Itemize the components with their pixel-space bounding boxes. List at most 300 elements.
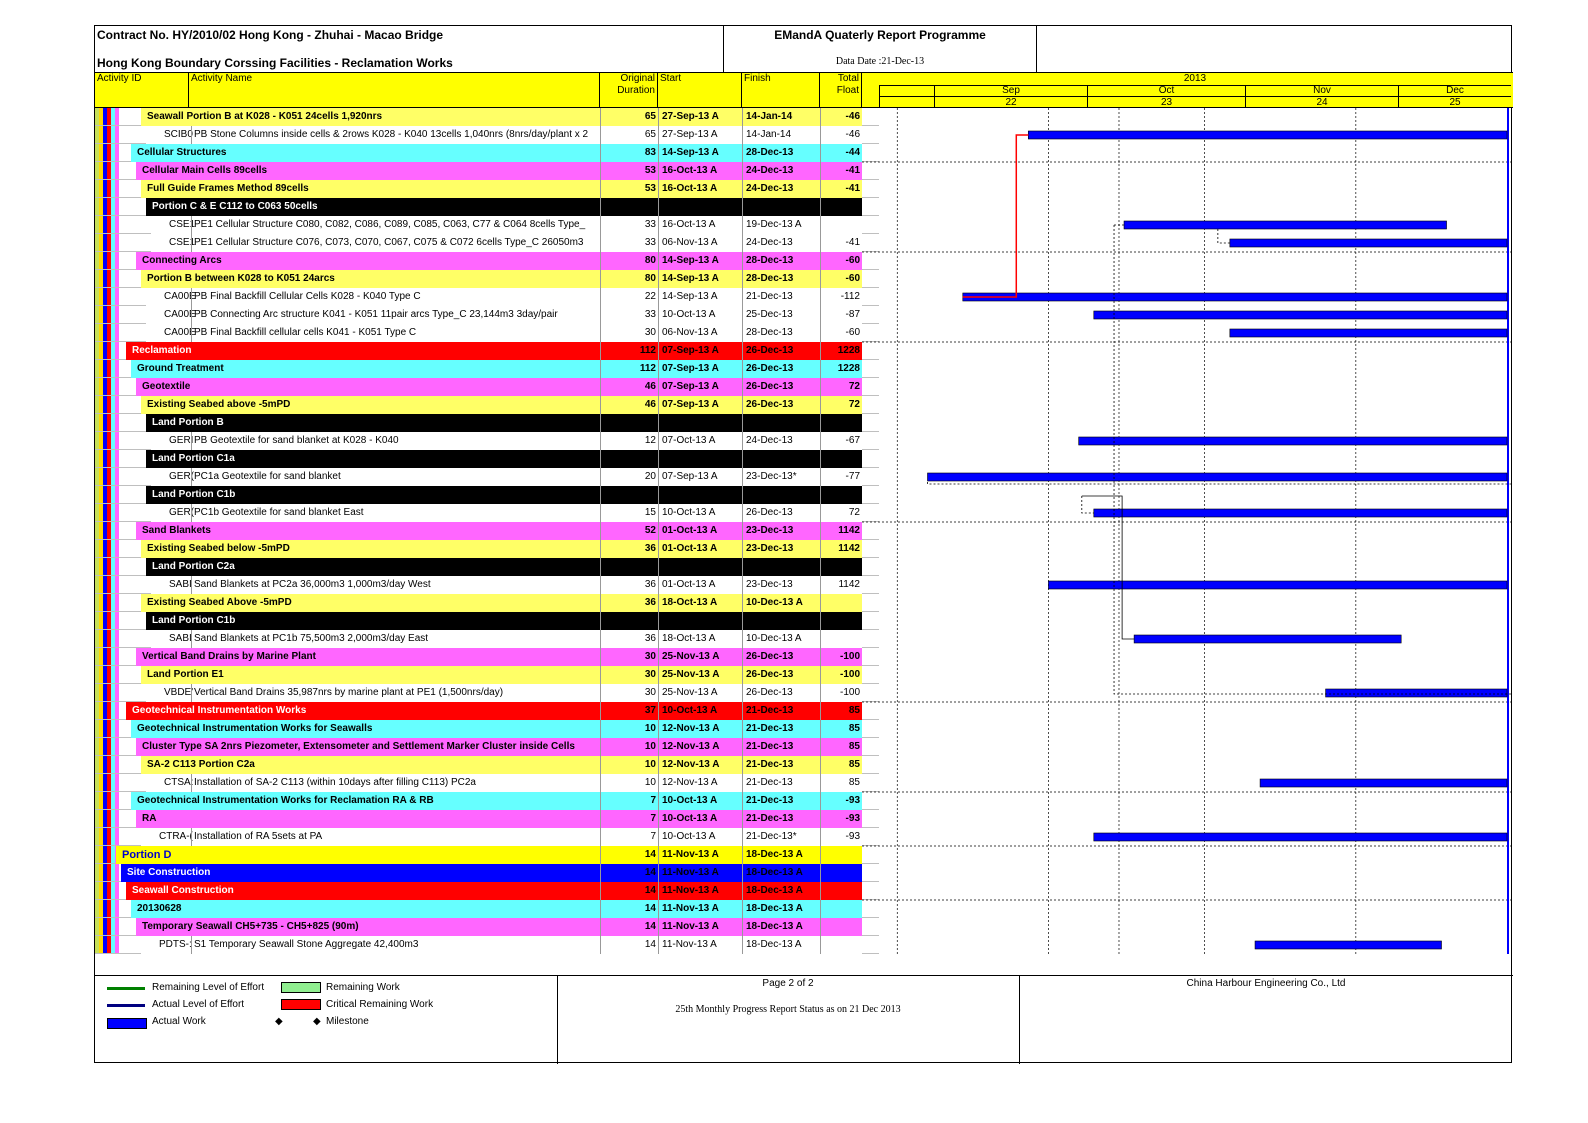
finish-cell: 24-Dec-13 xyxy=(742,234,820,252)
finish-cell: 14-Jan-14 xyxy=(742,126,820,144)
finish-cell: 23-Dec-13 xyxy=(742,540,820,558)
float-cell xyxy=(820,630,862,648)
activity-id: GER( xyxy=(169,507,194,518)
float-cell: 1142 xyxy=(820,576,862,594)
wbs-name: Sand Blankets xyxy=(142,525,211,536)
start-cell: 07-Sep-13 A xyxy=(658,342,742,360)
duration-cell: 30 xyxy=(600,666,658,684)
col-activity-name: Activity Name xyxy=(189,73,600,107)
header-left xyxy=(95,26,723,72)
start-cell: 07-Oct-13 A xyxy=(658,414,742,432)
col-duration-line2: Duration xyxy=(617,85,655,96)
finish-cell: 10-Dec-13 A xyxy=(742,630,820,648)
col-float xyxy=(820,73,862,107)
contract-title: Contract No. HY/2010/02 Hong Kong - Zhuhai - Macao Bridge xyxy=(97,28,444,42)
float-cell xyxy=(820,846,862,864)
float-cell: -93 xyxy=(820,810,862,828)
wbs-row[interactable] xyxy=(95,342,879,360)
duration-cell: 7 xyxy=(600,810,658,828)
activity-name: PB Final Backfill cellular cells K041 - K051 Type C xyxy=(191,324,602,342)
finish-cell: 26-Dec-13 xyxy=(742,684,820,702)
status-text: 25th Monthly Progress Report Status as on 21 Dec 2013 xyxy=(675,1004,901,1015)
col-duration-line1: Original xyxy=(620,73,655,84)
wbs-name: Land Portion C1b xyxy=(152,489,236,500)
footer-right xyxy=(1019,976,1513,1064)
activity-name: PB Connecting Arc structure K041 - K051 11pair arcs Type_C 23,144m3 3day/pair xyxy=(191,306,602,324)
wbs-row[interactable] xyxy=(95,108,879,126)
wbs-name: Portion B between K028 to K051 24arcs xyxy=(147,273,335,284)
gantt-bar xyxy=(1094,311,1507,319)
activity-row[interactable] xyxy=(95,126,879,144)
wbs-name: Site Construction xyxy=(127,867,211,878)
start-cell: 12-Nov-13 A xyxy=(658,720,742,738)
duration-cell: 14 xyxy=(600,846,658,864)
activity-name: PB Stone Columns inside cells & 2rows K028 - K040 13cells 1,040nrs (8nrs/day/plant x 2 xyxy=(191,126,602,144)
gantt-bar xyxy=(1094,509,1507,517)
duration-cell: 7 xyxy=(600,792,658,810)
gantt-bar xyxy=(1134,635,1401,643)
wbs-row[interactable] xyxy=(95,522,879,540)
wbs-row[interactable] xyxy=(95,882,879,900)
float-cell: -46 xyxy=(820,126,862,144)
float-cell: -100 xyxy=(820,684,862,702)
activity-row[interactable] xyxy=(95,306,879,324)
float-cell: -67 xyxy=(820,432,862,450)
finish-cell: 14-Jan-14 xyxy=(742,108,820,126)
duration-cell: 33 xyxy=(600,234,658,252)
finish-cell: 21-Dec-13 xyxy=(742,810,820,828)
activity-id: CA00E xyxy=(164,291,196,302)
gantt-bar xyxy=(1230,329,1507,337)
report-title: EMandA Quaterly Report Programme xyxy=(774,28,986,42)
finish-cell: 10-Dec-13 A xyxy=(742,594,820,612)
duration-cell: 22 xyxy=(600,288,658,306)
duration-cell: 112 xyxy=(600,342,658,360)
activity-row[interactable] xyxy=(95,468,879,486)
gantt-chart xyxy=(862,108,1511,954)
finish-cell: 23-Dec-13* xyxy=(742,468,820,486)
finish-cell: 26-Dec-13 xyxy=(742,360,820,378)
legend-label-milestone: Milestone xyxy=(326,1016,369,1027)
timeline-week-23: 23 xyxy=(1087,96,1245,107)
float-cell: -60 xyxy=(820,324,862,342)
wbs-name: Connecting Arcs xyxy=(142,255,222,266)
float-cell: -93 xyxy=(820,828,862,846)
start-cell: 10-Oct-13 A xyxy=(658,504,742,522)
start-cell: 27-Sep-13 A xyxy=(658,108,742,126)
wbs-row[interactable] xyxy=(95,540,879,558)
start-cell: 25-Nov-13 A xyxy=(658,684,742,702)
activity-name: S1 Temporary Seawall Stone Aggregate 42,400m3 xyxy=(191,936,602,954)
wbs-row[interactable] xyxy=(95,270,879,288)
float-cell: 72 xyxy=(820,396,862,414)
wbs-name: Land Portion B xyxy=(152,417,224,428)
start-cell: 07-Sep-13 A xyxy=(658,468,742,486)
start-cell: 07-Sep-13 A xyxy=(658,396,742,414)
duration-cell: 36 xyxy=(600,558,658,576)
finish-cell: 18-Dec-13 A xyxy=(742,882,820,900)
duration-cell: 14 xyxy=(600,936,658,954)
wbs-row[interactable] xyxy=(95,648,879,666)
duration-cell: 10 xyxy=(600,720,658,738)
float-cell: -60 xyxy=(820,252,862,270)
finish-cell: 19-Dec-13 A xyxy=(742,216,820,234)
finish-cell: 26-Dec-13 xyxy=(742,342,820,360)
wbs-row[interactable] xyxy=(95,810,879,828)
start-cell: 18-Oct-13 A xyxy=(658,612,742,630)
float-cell: 85 xyxy=(820,702,862,720)
wbs-name: Seawall Portion B at K028 - K051 24cells 1,920nrs xyxy=(147,111,383,122)
wbs-row[interactable] xyxy=(95,144,879,162)
finish-cell: 18-Dec-13 A xyxy=(742,918,820,936)
wbs-row[interactable] xyxy=(95,846,879,864)
duration-cell: 46 xyxy=(600,396,658,414)
float-cell: 1142 xyxy=(820,558,862,576)
start-cell: 16-Oct-13 A xyxy=(658,180,742,198)
activity-id: CSE1 xyxy=(169,219,196,230)
finish-cell: 23-Dec-13 xyxy=(742,450,820,468)
wbs-name: Vertical Band Drains by Marine Plant xyxy=(142,651,316,662)
activity-id: SCIB0 xyxy=(164,129,193,140)
wbs-row[interactable] xyxy=(95,378,879,396)
float-cell: -87 xyxy=(820,306,862,324)
legend-label-critical-work: Critical Remaining Work xyxy=(326,999,434,1010)
gantt-bar xyxy=(1255,941,1441,949)
activity-id: CSE1 xyxy=(169,237,196,248)
activity-row[interactable] xyxy=(95,288,879,306)
activity-id: VBDE' xyxy=(164,687,194,698)
relationship-link xyxy=(928,482,1511,484)
start-cell: 16-Oct-13 A xyxy=(658,162,742,180)
float-cell: 1142 xyxy=(820,540,862,558)
start-cell: 11-Nov-13 A xyxy=(658,918,742,936)
float-cell: -100 xyxy=(820,666,862,684)
start-cell: 11-Nov-13 A xyxy=(658,900,742,918)
start-cell: 25-Nov-13 A xyxy=(658,666,742,684)
wbs-name: Geotechnical Instrumentation Works for Reclamation RA & RB xyxy=(137,795,434,806)
float-cell: -46 xyxy=(820,108,862,126)
finish-cell: 21-Dec-13 xyxy=(742,756,820,774)
timeline-week-25: 25 xyxy=(1398,96,1511,107)
float-cell: -41 xyxy=(820,162,862,180)
finish-cell: 28-Dec-13 xyxy=(742,324,820,342)
wbs-name: Portion D xyxy=(122,849,172,861)
wbs-row[interactable] xyxy=(95,666,879,684)
start-cell: 10-Oct-13 A xyxy=(658,810,742,828)
wbs-row[interactable] xyxy=(95,738,879,756)
float-cell xyxy=(820,216,862,234)
float-cell xyxy=(820,900,862,918)
gantt-bar xyxy=(1048,581,1507,589)
wbs-name: Temporary Seawall CH5+735 - CH5+825 (90m) xyxy=(142,921,359,932)
duration-cell: 10 xyxy=(600,774,658,792)
start-cell: 06-Nov-13 A xyxy=(658,234,742,252)
start-cell: 25-Nov-13 A xyxy=(658,648,742,666)
float-cell: -77 xyxy=(820,468,862,486)
activity-row[interactable] xyxy=(95,324,879,342)
duration-cell: 30 xyxy=(600,684,658,702)
float-cell: -93 xyxy=(820,792,862,810)
activity-row[interactable] xyxy=(95,234,879,252)
finish-cell: 18-Dec-13 A xyxy=(742,936,820,954)
finish-cell: 21-Dec-13 xyxy=(742,720,820,738)
gantt-bar xyxy=(963,293,1507,301)
gantt-bar xyxy=(1124,221,1447,229)
finish-cell: 26-Dec-13 xyxy=(742,666,820,684)
wbs-row[interactable] xyxy=(95,198,879,216)
finish-cell: 21-Dec-13 xyxy=(742,288,820,306)
duration-cell: 65 xyxy=(600,126,658,144)
header-middle xyxy=(723,26,1037,72)
duration-cell: 30 xyxy=(600,324,658,342)
relationship-link xyxy=(1082,496,1094,513)
float-cell xyxy=(820,918,862,936)
wbs-name: Cellular Structures xyxy=(137,147,227,158)
wbs-name: Geotextile xyxy=(142,381,191,392)
start-cell: 07-Oct-13 A xyxy=(658,432,742,450)
wbs-name: Reclamation xyxy=(132,345,192,356)
duration-cell: 33 xyxy=(600,216,658,234)
milestone-icon-2: ◆ xyxy=(313,1016,321,1027)
wbs-name: Existing Seabed above -5mPD xyxy=(147,399,291,410)
start-cell: 07-Sep-13 A xyxy=(658,378,742,396)
float-cell: 72 xyxy=(820,378,862,396)
float-cell: -44 xyxy=(820,144,862,162)
timeline-week-22: 22 xyxy=(934,96,1087,107)
finish-cell: 21-Dec-13* xyxy=(742,828,820,846)
float-cell: -60 xyxy=(820,270,862,288)
start-cell: 16-Oct-13 A xyxy=(658,198,742,216)
column-header xyxy=(95,72,1513,108)
duration-cell: 53 xyxy=(600,198,658,216)
timeline-month-aug xyxy=(879,85,934,96)
duration-cell: 83 xyxy=(600,144,658,162)
activity-row[interactable] xyxy=(95,216,879,234)
activity-name: Installation of SA-2 C113 (within 10days after filling C113) PC2a xyxy=(191,774,602,792)
finish-cell: 21-Dec-13 xyxy=(742,774,820,792)
activity-name: Vertical Band Drains 35,987nrs by marine plant at PE1 (1,500nrs/day) xyxy=(191,684,602,702)
duration-cell: 12 xyxy=(600,432,658,450)
start-cell: 11-Nov-13 A xyxy=(658,864,742,882)
activity-name: PB Final Backfill Cellular Cells K028 - K040 Type C xyxy=(191,288,602,306)
start-cell: 11-Nov-13 A xyxy=(658,882,742,900)
start-cell: 10-Oct-13 A xyxy=(658,486,742,504)
wbs-row[interactable] xyxy=(95,702,879,720)
activity-row[interactable] xyxy=(95,630,879,648)
start-cell: 12-Nov-13 A xyxy=(658,738,742,756)
wbs-row[interactable] xyxy=(95,162,879,180)
wbs-row[interactable] xyxy=(95,900,879,918)
float-cell: 1228 xyxy=(820,342,862,360)
float-cell: 72 xyxy=(820,486,862,504)
duration-cell: 15 xyxy=(600,486,658,504)
finish-cell: 28-Dec-13 xyxy=(742,144,820,162)
duration-cell: 36 xyxy=(600,594,658,612)
legend-swatch-actual-loe xyxy=(107,1004,145,1007)
activity-row[interactable] xyxy=(95,576,879,594)
activity-row[interactable] xyxy=(95,774,879,792)
finish-cell: 24-Dec-13 xyxy=(742,162,820,180)
activity-id: SABI xyxy=(169,633,192,644)
wbs-name: RA xyxy=(142,813,157,824)
start-cell: 16-Oct-13 A xyxy=(658,216,742,234)
float-cell: -112 xyxy=(820,288,862,306)
finish-cell: 24-Dec-13 xyxy=(742,198,820,216)
duration-cell: 112 xyxy=(600,360,658,378)
start-cell: 27-Sep-13 A xyxy=(658,126,742,144)
activity-row[interactable] xyxy=(95,828,879,846)
start-cell: 14-Sep-13 A xyxy=(658,252,742,270)
start-cell: 01-Oct-13 A xyxy=(658,522,742,540)
wbs-name: Seawall Construction xyxy=(132,885,234,896)
activity-id: CA00E xyxy=(164,327,196,338)
start-cell: 01-Oct-13 A xyxy=(658,558,742,576)
duration-cell: 20 xyxy=(600,468,658,486)
float-cell: -100 xyxy=(820,648,862,666)
relationship-link xyxy=(1082,496,1134,639)
start-cell: 18-Oct-13 A xyxy=(658,594,742,612)
legend-label-remaining-loe: Remaining Level of Effort xyxy=(152,982,265,993)
wbs-row[interactable] xyxy=(95,864,879,882)
col-float-line2: Float xyxy=(836,85,859,96)
duration-cell: 53 xyxy=(600,162,658,180)
activity-name: PE1 Cellular Structure C076, C073, C070, C067, C075 & C072 6cells Type_C 26050m3 xyxy=(191,234,602,252)
duration-cell: 36 xyxy=(600,612,658,630)
start-cell: 07-Sep-13 A xyxy=(658,360,742,378)
wbs-row[interactable] xyxy=(95,450,879,468)
finish-cell: 26-Dec-13 xyxy=(742,378,820,396)
finish-cell: 25-Dec-13 xyxy=(742,306,820,324)
duration-cell: 36 xyxy=(600,540,658,558)
wbs-name: Land Portion E1 xyxy=(147,669,224,680)
wbs-row[interactable] xyxy=(95,414,879,432)
wbs-row[interactable] xyxy=(95,756,879,774)
activity-id: PDTS-: xyxy=(159,939,192,950)
activity-name: PB Geotextile for sand blanket at K028 - K040 xyxy=(191,432,602,450)
legend-swatch-critical-work xyxy=(281,999,321,1010)
start-cell: 12-Nov-13 A xyxy=(658,774,742,792)
wbs-row[interactable] xyxy=(95,180,879,198)
gantt-bar xyxy=(1028,131,1507,139)
timeline-month-oct: Oct xyxy=(1087,85,1245,96)
float-cell: 1228 xyxy=(820,360,862,378)
page-number: Page 2 of 2 xyxy=(762,978,814,989)
legend-swatch-remaining-loe xyxy=(107,987,145,990)
start-cell: 10-Oct-13 A xyxy=(658,306,742,324)
gantt-bar xyxy=(928,473,1507,481)
col-finish: Finish xyxy=(742,73,820,107)
finish-cell: 26-Dec-13 xyxy=(742,648,820,666)
finish-cell: 28-Dec-13 xyxy=(742,270,820,288)
float-cell xyxy=(820,864,862,882)
finish-cell: 18-Dec-13 A xyxy=(742,900,820,918)
activity-table xyxy=(95,108,879,954)
activity-id: CA00E xyxy=(164,309,196,320)
wbs-row[interactable] xyxy=(95,558,879,576)
duration-cell: 30 xyxy=(600,648,658,666)
wbs-row[interactable] xyxy=(95,252,879,270)
activity-id: GER( xyxy=(169,471,194,482)
wbs-row[interactable] xyxy=(95,918,879,936)
start-cell: 11-Nov-13 A xyxy=(658,846,742,864)
finish-cell: 26-Dec-13 xyxy=(742,396,820,414)
footer-middle xyxy=(557,976,1020,1064)
gantt-bar xyxy=(1094,833,1507,841)
activity-row[interactable] xyxy=(95,936,879,954)
start-cell: 12-Nov-13 A xyxy=(658,756,742,774)
start-cell: 14-Sep-13 A xyxy=(658,288,742,306)
start-cell: 11-Nov-13 A xyxy=(658,936,742,954)
wbs-row[interactable] xyxy=(95,360,879,378)
start-cell: 10-Oct-13 A xyxy=(658,792,742,810)
float-cell: -41 xyxy=(820,180,862,198)
float-cell xyxy=(820,936,862,954)
finish-cell: 24-Dec-13 xyxy=(742,414,820,432)
timeline-month-nov: Nov xyxy=(1245,85,1398,96)
finish-cell: 28-Dec-13 xyxy=(742,252,820,270)
activity-id: CTSA: xyxy=(164,777,194,788)
legend-label-remaining-work: Remaining Work xyxy=(326,982,400,993)
activity-row[interactable] xyxy=(95,504,879,522)
wbs-row[interactable] xyxy=(95,612,879,630)
timeline-week-24: 24 xyxy=(1245,96,1398,107)
finish-cell: 18-Dec-13 A xyxy=(742,846,820,864)
float-cell: -41 xyxy=(820,234,862,252)
relationship-link xyxy=(1218,229,1230,243)
start-cell: 14-Sep-13 A xyxy=(658,144,742,162)
wbs-row[interactable] xyxy=(95,720,879,738)
activity-row[interactable] xyxy=(95,432,879,450)
start-cell: 06-Nov-13 A xyxy=(658,324,742,342)
wbs-row[interactable] xyxy=(95,396,879,414)
wbs-name: SA-2 C113 Portion C2a xyxy=(147,759,255,770)
float-cell: 1142 xyxy=(820,522,862,540)
float-cell: 85 xyxy=(820,720,862,738)
finish-cell: 21-Dec-13 xyxy=(742,792,820,810)
duration-cell: 37 xyxy=(600,702,658,720)
col-float-line1: Total xyxy=(837,73,859,84)
float-cell xyxy=(820,612,862,630)
finish-cell: 24-Dec-13 xyxy=(742,180,820,198)
float-cell: -77 xyxy=(820,450,862,468)
gantt-bar xyxy=(1230,239,1507,247)
finish-cell: 21-Dec-13 xyxy=(742,738,820,756)
timeline-week-pre xyxy=(879,96,934,107)
wbs-row[interactable] xyxy=(95,486,879,504)
wbs-name: Ground Treatment xyxy=(137,363,224,374)
activity-name: PC1b Geotextile for sand blanket East xyxy=(191,504,602,522)
col-start: Start xyxy=(658,73,742,107)
duration-cell: 80 xyxy=(600,270,658,288)
float-cell: -41 xyxy=(820,198,862,216)
wbs-name: Cellular Main Cells 89cells xyxy=(142,165,268,176)
timeline-month-dec: Dec xyxy=(1398,85,1511,96)
wbs-row[interactable] xyxy=(95,792,879,810)
wbs-name: Existing Seabed below -5mPD xyxy=(147,543,290,554)
wbs-row[interactable] xyxy=(95,594,879,612)
duration-cell: 10 xyxy=(600,738,658,756)
duration-cell: 20 xyxy=(600,450,658,468)
start-cell: 07-Sep-13 A xyxy=(658,450,742,468)
activity-name: Installation of RA 5sets at PA xyxy=(191,828,602,846)
activity-row[interactable] xyxy=(95,684,879,702)
gantt-bar xyxy=(1260,779,1507,787)
facility-title: Hong Kong Boundary Corssing Facilities - Reclamation Works xyxy=(97,56,453,70)
finish-cell: 24-Dec-13 xyxy=(742,432,820,450)
float-cell: 85 xyxy=(820,738,862,756)
schedule-page xyxy=(94,25,1512,1063)
activity-name: Sand Blankets at PC1b 75,500m3 2,000m3/day East xyxy=(191,630,602,648)
